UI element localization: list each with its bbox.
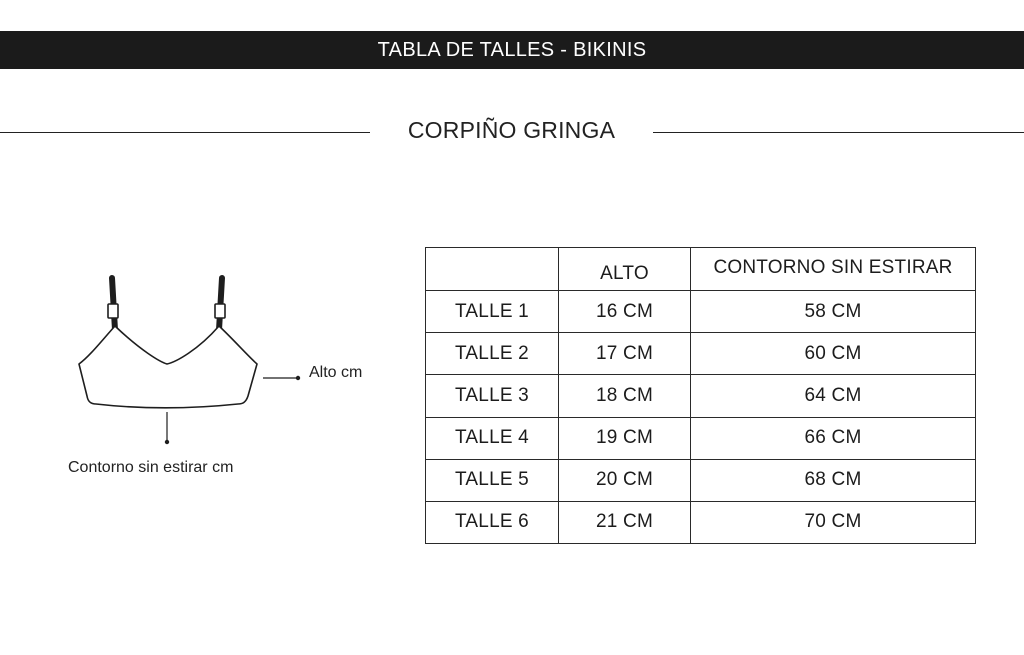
table-row [426, 333, 976, 375]
section-title: CORPIÑO GRINGA [407, 117, 616, 143]
contorno-annotation: Contorno sin estirar cm [68, 459, 234, 476]
table-row [426, 459, 976, 501]
alto-annotation: Alto cm [309, 364, 363, 381]
alto-cell: 21 CM [559, 501, 691, 543]
section-divider-left [0, 132, 370, 133]
contorno-marker-dot [165, 440, 169, 444]
column-header-talle [426, 248, 559, 291]
alto-cell: 17 CM [559, 333, 691, 375]
talle-cell: TALLE 2 [426, 333, 559, 375]
contorno-cell: 70 CM [691, 501, 976, 543]
talle-cell: TALLE 1 [426, 291, 559, 333]
table-row [426, 501, 976, 543]
talle-cell: TALLE 3 [426, 375, 559, 417]
strap-left [108, 278, 118, 330]
page-title: TABLA DE TALLES - BIKINIS [377, 38, 647, 61]
contorno-cell: 58 CM [691, 291, 976, 333]
contorno-cell: 66 CM [691, 417, 976, 459]
contorno-cell: 68 CM [691, 459, 976, 501]
table-row [426, 375, 976, 417]
talle-cell: TALLE 5 [426, 459, 559, 501]
header-bar [0, 31, 1024, 69]
alto-cell: 18 CM [559, 375, 691, 417]
contorno-cell: 60 CM [691, 333, 976, 375]
column-header-contorno: CONTORNO SIN ESTIRAR [691, 248, 976, 291]
alto-marker-dot [296, 376, 300, 380]
talle-cell: TALLE 4 [426, 417, 559, 459]
table-header-row [426, 248, 976, 291]
contorno-cell: 64 CM [691, 375, 976, 417]
column-header-alto: ALTO [559, 248, 691, 291]
alto-cell: 20 CM [559, 459, 691, 501]
table-row [426, 417, 976, 459]
alto-cell: 16 CM [559, 291, 691, 333]
alto-cell: 19 CM [559, 417, 691, 459]
bra-outline [79, 326, 257, 408]
talle-cell: TALLE 6 [426, 501, 559, 543]
section-divider-right [653, 132, 1024, 133]
strap-right [215, 278, 225, 330]
table-row [426, 291, 976, 333]
size-table [425, 247, 976, 544]
